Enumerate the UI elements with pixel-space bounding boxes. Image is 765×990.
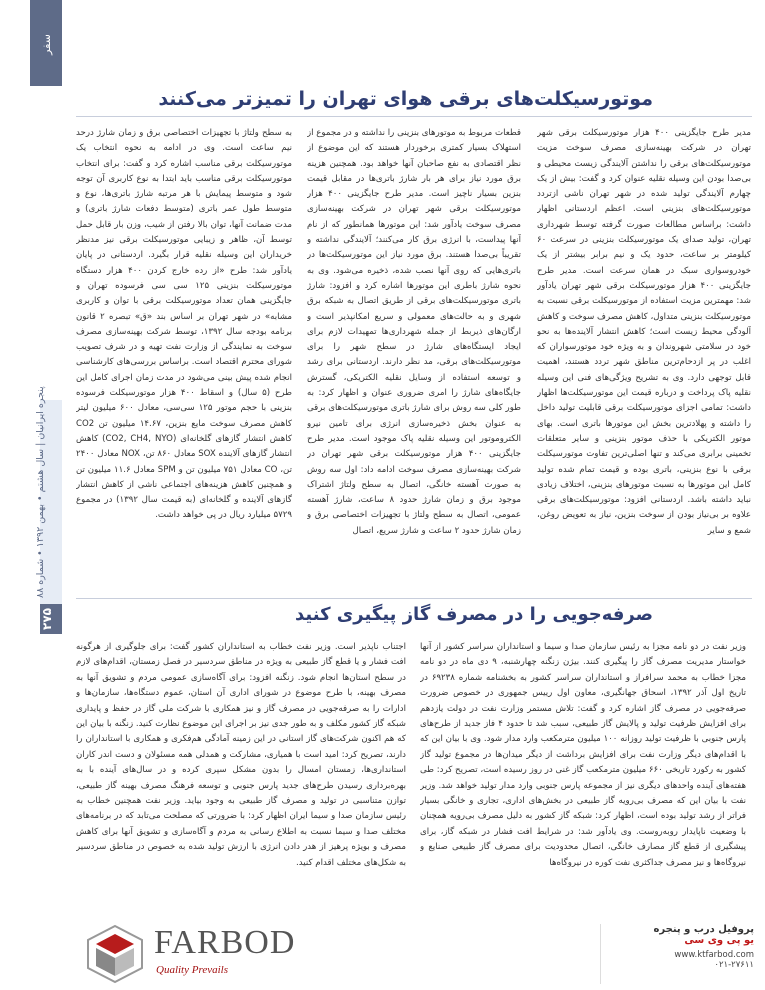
farbod-ad [76,920,386,990]
farbod-wordmark: FARBOD [154,924,296,961]
ad-product-type: یو پی وی سی [684,935,754,946]
article2-column-2: اجتناب ناپذیر است. وزیر نفت خطاب به استانداران کشور گفت: برای جلوگیری از هرگونه افت فشار و یا قطع گاز طبیعی به ویژه در مناطق سردسیر در فصل زمستان، اقدام‌های لازم در سطح استان‌ها انجام شود. زنگنه افزود: برای آگاه‌سازی عمومی مردم و تشویق آنها به مصرف بهینه، با طرح موضوع در شورای اداری آن استان، عموم دستگاه‌ها، سازمان‌ها و ادارات را به صرفه‌جویی در مصرف گاز و نیز همکاری با شرکت ملی گاز در حفظ و پایداری شبکه گاز کشور مکلف و به طور جدی نیز بر اجرای این موضوع نظارت کنید. زنگنه با بیان این که هم اکنون شرکت‌های گاز استانی در این زمینه آمادگی هم‌فکری و همکاری با استانداران را دارند، تصریح کرد: امید است با همیاری، مشارکت و همدلی همه مسئولان و دست اندر کاران استانداری‌ها، زمستان امسال را بدون مشکل سپری کرده و در سال‌های آینده با به بهره‌برداری رسیدن طرح‌های جدید پارس جنوبی و توسعه فرهنگ مصرف بهینه گاز طبیعی، توازن متناسبی در تولید و مصرف گاز طبیعی به وجود بیاید. وزیر نفت همچنین خطاب به رئیس سازمان صدا و سیما ایران اظهار کرد: با ضرورتی که مصلحت می‌تابد که در برنامه‌های مختلف صدا و سیما نسبت به اطلاع رسانی به مردم و آگاه‌سازی و تشویق آنها برای کاهش مصرف و بویژه پرهیز از هدر دادن انرژی با ارزش تولید شده به خصوص در مناطق سردسیر به شکل‌های مختلف اقدام کنید. [76,642,406,868]
ad-product-line: پروفیل درب و پنجره [653,924,754,935]
article1-column-3: به سطح ولتاژ با تجهیزات اختصاصی برق و زمان شارژ درحد نیم ساعت است. وی در ادامه به نحوه انتخاب یک موتورسیکلت برقی مناسب اشاره کرد و گفت: برای انتخاب موتورسیکلت برقی مناسب باید ابتدا به نوع کاربری آن توجه شود و متوسط پیمایش با هر مرتبه شارژ باتری‌ها، نوع و متوسط طول عمر باتری (متوسط دفعات شارژ باتری) و مدت ضمانت آنها، توان بالا رفتن از شیب، وزن بار قابل حمل توسط آن، ظاهر و زیبایی موتورسیکلت برقی نیز مدنظر خریداران این وسیله نقلیه قرار بگیرد. اردستانی در پایان یادآور شد: طرح «از رده خارج کردن ۴۰۰ هزار دستگاه موتورسیکلت بنزینی ۱۲۵ سی سی فرسوده تهران و جایگزینی همان تعداد موتورسیکلت برقی با توان و کاربری مشابه» در شهر تهران بر اساس بند «ق» تبصره ۲ قانون برنامه بودجه سال ۱۳۹۲، توسط شرکت بهینه‌سازی مصرف سوخت به نمایندگی از وزارت نفت تهیه و در شرف تصویب شورای محترم اقتصاد است. براساس بررسی‌های کارشناسی انجام شده پیش بینی می‌شود در مدت زمان اجرای کامل این طرح (۵ سال) و اسقاط ۴۰۰ هزار موتورسیکلت فرسوده بنزینی با حجم موتور ۱۲۵ سی‌سی، معادل ۶۰۰ میلیون لیتر کاهش مصرف سوخت مایع بنزین، ۱۴.۶۷ میلیون تن CO2 کاهش انتشار گازهای گلخانه‌ای (CO2, CH4, NYO) کاهش انتشار گازهای آلاینده SOX معادل ۸۶۰ تن، NOX معادل ۲۴۰۰ تن، CO معادل ۷۵۱ میلیون تن و SPM معادل ۱۱.۶ میلیون تن و همچنین کاهش هزینه‌های اجتماعی ناشی از کاهش انتشار گازهای آلاینده و گلخانه‌ای (به قیمت سال ۱۳۹۲) در مجموع ۵۷۲۹ میلیارد ریال در پی خواهد داشت. [76,128,292,521]
issue-caption: پنجره ایرانیان | سال هشتم • بهمن ۱۳۹۲ • شماره ۸۸ [35,386,46,598]
page-number: ۲۷۵ [39,608,54,630]
article1-column-2: قطعات مربوط به موتورهای بنزینی را نداشته و در مجموع از استهلاک بسیار کمتری برخوردار هستند که این موضوع از نظر اقتصادی به نفع صاحبان آنها خواهد بود. همچنین هزینه برق مورد نیاز برای هر بار شارژ باتری‌ها در مقابل قیمت بنزین بسیار ناچیز است. مدیر طرح جایگزینی ۴۰۰ هزار موتورسیکلت برقی شهر تهران در شرکت بهینه‌سازی مصرف سوخت یادآور شد: این موتورها همانطور که از نام آنها پیداست، با انرژی برق کار می‌کنند؛ آلایندگی نداشته و تقریباً بی‌صدا هستند. برق مورد نیاز این موتورسیکلت‌ها در باتری‌هایی که روی آنها نصب شده، ذخیره می‌شود. وی به نحوه شارژ باطری این موتورها اشاره کرد و افزود: شارژ باتری موتورسیکلت‌های برقی از طریق اتصال به شبکه برق شهری و به حالت‌های معمولی و سریع امکانپذیر است و ارگان‌های ذیربط از جمله شهرداری‌ها تمهیدات لازم برای ایجاد ایستگاه‌های شارژ در سطح شهر را برای موتورسیکلت‌های برقی، مد نظر دارند. اردستانی برای رشد و توسعه استفاده از وسایل نقلیه الکتریکی، گسترش جایگاه‌های شارژ را امری ضروری عنوان و اظهار کرد: به طور کلی سه روش برای شارژ باتری موتورسیکلت‌های برقی به عنوان بخش ذخیره‌سازی انرژی برای تامین نیرو الکتروموتور این وسیله نقلیه پاک موجود است. مدیر طرح جایگزینی ۴۰۰ هزار موتورسیکلت برقی شهر تهران در شرکت بهینه‌سازی مصرف سوخت ادامه داد: اول سه روش به صورت آهسته خانگی، اتصال به سطح ولتاژ اشتراک موجود برق و زمان شارژ حدود ۸ ساعت، شارژ آهسته عمومی، اتصال به سطح ولتاژ با تجهیزات اختصاصی برق و زمان شارژ حدود ۲ ساعت و شارژ سریع، اتصال [307,128,521,536]
left-margin [0,0,62,990]
article1-column-1: مدیر طرح جایگزینی ۴۰۰ هزار موتورسیکلت برقی شهر تهران در شرکت بهینه‌سازی مصرف سوخت مزیت موتورسیکلت‌های برقی را نداشتن آلایندگی زیست محیطی و بی‌صدا بودن این وسیله نقلیه عنوان کرد و گفت: بیش از یک چهارم آلایندگی تولید شده در شهر تهران ناشی ازتردد موتورسیکلت‌های بنزینی است. اعظم اردستانی اظهار داشت: براساس مطالعات صورت گرفته توسط شهرداری تهران، تولید صدای یک موتورسیکلت بنزینی در سرعت ۶۰ کیلومتر بر ساعت، حدود یک و نیم برابر بیشتر از یک خودروسواری سبک در همان سرعت است. مدیر طرح جایگزینی ۴۰۰ هزار موتورسیکلت برقی شهر تهران یادآور شد: مهمترین مزیت استفاده از موتورسیکلت برقی نسبت به موتورسیکلت بنزینی متداول، کاهش مصرف سوخت و کاهش آلودگی محیط زیست است؛ کاهش انتشار آلاینده‌ها به نحو خود در سلامتی شهروندان و به ویژه خود موتورسواران که اغلب در پر ازدحام‌ترین مناطق شهر تردد هستند، اهمیت قابل توجهی دارد. وی به تشریح ویژگی‌های فنی این وسیله نقلیه پاک پرداخت و درباره قیمت این موتورسیکلت‌ها اظهار داشت: تمامی اجزای موتورسیکلت برقی قابلیت تولید داخل را داشته و پهلادترین بخش این موتورها باتری است. بهای موتور الکتریکی با حذف موتور بنزینی و سایر متعلقات تخمینی برابری می‌کند و تنها اصلی‌ترین تفاوت موتورسیکلت برقی با نوع بنزینی، باتری بوده و قیمت تمام شده تولید کامل این موتورها به نسبت موتورهای بنزینی، اختلاف زیادی نباید داشته باشد. اردستانی افزود: موتورسیکلت‌های برقی علاوه بر بی‌نیاز بودن از سوخت بنزین، نیاز به تعویض روغن، شمع و سایر [537,128,751,536]
article1-title: موتورسیکلت‌های برقی هوای تهران را تمیزتر می‌کنند [158,88,653,110]
ad-divider [600,924,601,984]
article2-title: صرفه‌جویی را در مصرف گاز پیگیری کنید [294,604,653,625]
title-divider [76,116,752,117]
section-tab-label: سفر [39,34,53,55]
ad-phone: ۰۲۱-۲۷۶۱۱ [714,960,754,970]
upvc-ad [604,924,754,986]
ad-website: www.ktfarbod.com [674,950,754,960]
farbod-tagline: Quality Prevails [156,964,228,976]
article2-column-1: وزیر نفت در دو نامه مجزا به رئیس سازمان صدا و سیما و استانداران سراسر کشور از آنها خواستار مدیریت مصرف گاز را پیگیری کنند. بیژن زنگنه چهارشنبه، ۹ دی ماه در دو نامه مجزا خطاب به محمد سرافراز و استانداران سراسر کشور به بخشنامه شماره ۶۹۲۳۸ در تاریخ اول آذر ۱۳۹۲، اسحاق جهانگیری، معاون اول رییس جمهوری در خصوص ضرورت صرفه‌جویی در مصرف گاز اشاره کرد و گفت: تلاش مستمر وزارت نفت در دولت یازدهم برای افزایش ظرفیت تولید و پالایش گاز طبیعی، سبب شد تا حدود ۴ فاز جدید از طرح‌های پارس جنوبی با ظرفیت تولید روزانه ۱۰۰ میلیون مترمکعب وارد مدار شود. وی با بیان این که با اقدام‌های دیگر وزارت نفت برای افزایش برداشت از دیگر میدان‌ها در مجموع تولید گاز کشور به رکورد تاریخی ۶۶۰ میلیون مترمکعب گاز غنی در روز رسیده است، تصریح کرد: طی هفته‌های آینده واحدهای دیگری نیز از مجموعه پارس جنوبی وارد مدار تولید خواهد شد. وزیر نفت با بیان این که مصرف بی‌رویه گاز طبیعی در بخش‌های اداری، تجاری و خانگی بسیار فراتر از رشد تولید بوده است، اظهار کرد: شبکه گاز کشور به دلیل مصرف بی‌رویه همچنان با وضعیت ناپایدار روبه‌روست. وی یادآور شد: در شرایط افت فشار در شبکه گاز، برای پیشگیری از قطع گاز مصارف خانگی، اتصال محدودیت برای مصرف گاز طبیعی صنایع و نیروگاه‌ها و نیز مصرف جداکثری نفت کوره در نیروگاه‌ها [420,642,746,868]
farbod-logo-icon [84,922,146,986]
